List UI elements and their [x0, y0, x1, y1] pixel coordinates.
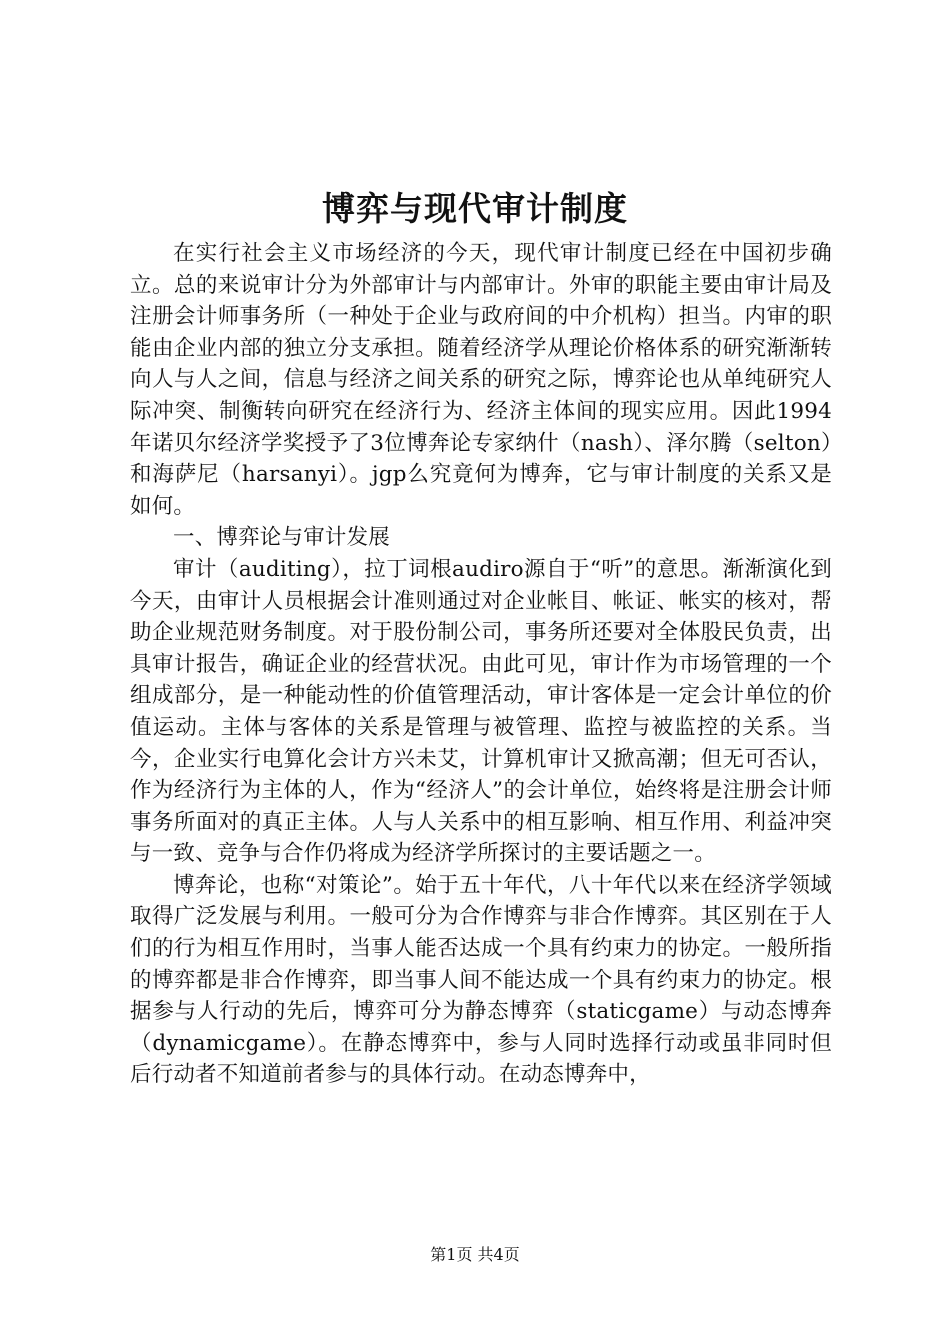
- paragraph-game-theory: 博奔论，也称“对策论”。始于五十年代，八十年代以来在经济学领域取得广泛发展与利用。一般可分为合作博弈与非合作博弈。其区别在于人们的行为相互作用时，当事人能否达成一个具有约束力的协定。一般所指的博弈都是非合作博弈，即当事人间不能达成一个具有约束力的协定。根据参与人行动的先后，博弈可分为静态博弈（staticgame）与动态博奔（dynamicgame）。在静态博弈中，参与人同时选择行动或虽非同时但后行动者不知道前者参与的具体行动。在动态博奔中，: [130, 872, 832, 1088]
- page-footer: 第1页 共4页: [430, 1245, 520, 1264]
- document-body: [130, 238, 832, 1091]
- section-heading: 一、博弈论与审计发展: [173, 525, 391, 551]
- paragraph-intro: 在实行社会主义市场经济的今天，现代审计制度已经在中国初步确立。总的来说审计分为外部审计与内部审计。外审的职能主要由审计局及注册会计师事务所（一种处于企业与政府间的中介机构）担当。内审的职能由企业内部的独立分支承担。随着经济学从理论价格体系的研究渐渐转向人与人之间，信息与经济之间关系的研究之际，博弈论也从单纯研究人际冲突、制衡转向研究在经济行为、经济主体间的现实应用。因此1994年诺贝尔经济学奖授予了3位博奔论专家纳什（nash）、泽尔腾（selton）和海萨尼（harsanyi）。jgp么究竟何为博奔，它与审计制度的关系又是如何。: [130, 241, 832, 519]
- paragraph-auditing: 审计（auditing），拉丁词根audiro源自于“听”的意思。渐渐演化到今天，由审计人员根据会计准则通过对企业帐目、帐证、帐实的核对，帮助企业规范财务制度。对于股份制公司，事务所还要对全体股民负责，出具审计报告，确证企业的经营状况。由此可见，审计作为市场管理的一个组成部分，是一种能动性的价值管理活动，审计客体是一定会计单位的价值运动。主体与客体的关系是管理与被管理、监控与被监控的关系。当今，企业实行电算化会计方兴未艾，计算机审计又掀高潮；但无可否认，作为经济行为主体的人，作为“经济人”的会计单位，始终将是注册会计师事务所面对的真正主体。人与人关系中的相互影响、相互作用、利益冲突与一致、竞争与合作仍将成为经济学所探讨的主要话题之一。: [130, 556, 832, 867]
- document-title: 博弈与现代审计制度: [322, 189, 628, 228]
